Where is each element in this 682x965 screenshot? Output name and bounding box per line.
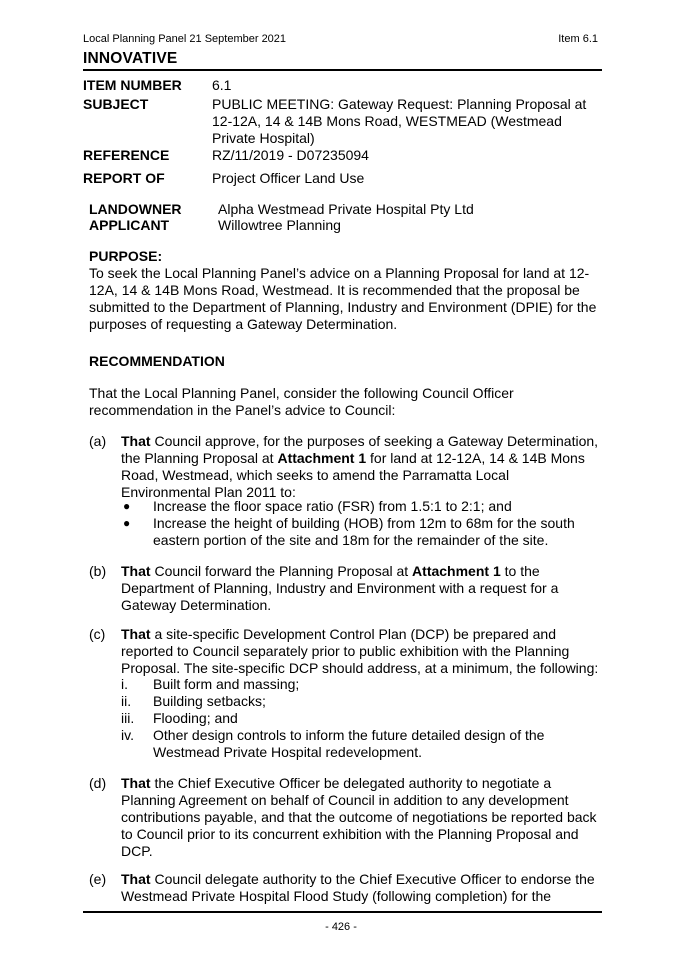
purpose-line: purposes of requesting a Gateway Determination. (89, 316, 398, 332)
roman-ii-text: Building setbacks; (153, 693, 266, 709)
item-d-line: contributions payable, and that the outcome of negotiations be reported back (121, 809, 597, 825)
item-e-line: Westmead Private Hospital Flood Study (following completion) for the (121, 888, 552, 904)
bullet-icon: ● (123, 499, 131, 513)
bullet-hob-line: Increase the height of building (HOB) from 12m to 68m for the south (153, 515, 575, 531)
item-a-line: That Council approve, for the purposes of seeking a Gateway Determination, (121, 433, 599, 449)
item-number-label: ITEM NUMBER (83, 77, 182, 93)
item-c-line: reported to Council separately prior to public exhibition with the Planning (121, 643, 570, 659)
footer-divider (83, 911, 602, 913)
item-d-line: Planning Agreement on behalf of Council in addition to any development (121, 792, 569, 808)
roman-iii-text: Flooding; and (153, 710, 238, 726)
applicant-label: APPLICANT (89, 217, 170, 233)
purpose-line: submitted to the Department of Planning, Industry and Environment (DPIE) for the (89, 299, 597, 315)
item-b-line: Department of Planning, Industry and Environment with a request for a (121, 580, 559, 596)
purpose-line: 12A, 14 & 14B Mons Road, Westmead. It is recommended that the proposal be (89, 282, 580, 298)
item-b-body (121, 563, 601, 614)
roman-ii: ii. (121, 693, 132, 709)
item-a-line: Environmental Plan 2011 to: (121, 484, 296, 500)
page-number: - 426 - (325, 921, 357, 933)
item-e-body (121, 871, 601, 905)
item-d-line: to Council prior to its concurrent exhibition with the Planning Proposal and (121, 826, 579, 842)
subject-line: PUBLIC MEETING: Gateway Request: Planning Proposal at (212, 96, 587, 112)
item-e-marker: (e) (89, 871, 107, 887)
reference-value: RZ/11/2019 - D07235094 (212, 147, 369, 163)
item-a-line: the Planning Proposal at Attachment 1 for land at 12-12A, 14 & 14B Mons (121, 450, 585, 466)
report-of-label: REPORT OF (83, 170, 165, 186)
intro-line: That the Local Planning Panel, consider the following Council Officer (89, 385, 514, 401)
item-c-marker: (c) (89, 626, 106, 642)
title-divider (83, 69, 602, 71)
reference-label: REFERENCE (83, 147, 170, 163)
roman-iii: iii. (121, 710, 135, 726)
roman-i: i. (121, 676, 128, 692)
item-d-line: DCP. (121, 843, 153, 859)
item-a-body (121, 433, 601, 501)
item-d-marker: (d) (89, 775, 107, 791)
recommendation-intro (89, 385, 514, 419)
subject-line: 12-12A, 14 & 14B Mons Road, WESTMEAD (Westmead (212, 113, 562, 129)
item-c-line: Proposal. The site-specific DCP should address, at a minimum, the following: (121, 660, 599, 676)
item-b-line: Gateway Determination. (121, 597, 272, 613)
roman-i-text: Built form and massing; (153, 676, 300, 692)
item-a-marker: (a) (89, 433, 107, 449)
purpose-line: To seek the Local Planning Panel’s advice on a Planning Proposal for land at 12- (89, 265, 590, 281)
item-c-line: That a site-specific Development Control Plan (DCP) be prepared and (121, 626, 556, 642)
roman-iv-line: Other design controls to inform the future detailed design of the (153, 727, 545, 743)
intro-line: recommendation in the Panel’s advice to Council: (89, 402, 396, 418)
bullet-hob (153, 515, 575, 549)
section-title: INNOVATIVE (83, 50, 178, 67)
applicant-value: Willowtree Planning (218, 217, 341, 233)
item-d-body (121, 775, 601, 860)
subject-value (212, 96, 586, 147)
landowner-value: Alpha Westmead Private Hospital Pty Ltd (218, 201, 474, 217)
purpose-text (89, 265, 596, 333)
bullet-icon: ● (123, 516, 131, 530)
item-number-value: 6.1 (212, 77, 232, 93)
landowner-label: LANDOWNER (89, 201, 182, 217)
roman-iv-text (153, 727, 544, 761)
item-c-body (121, 626, 601, 677)
item-d-line: That the Chief Executive Officer be delegated authority to negotiate a (121, 775, 552, 791)
bullet-fsr: Increase the floor space ratio (FSR) from 1.5:1 to 2:1; and (153, 498, 512, 514)
subject-label: SUBJECT (83, 96, 149, 112)
purpose-heading: PURPOSE: (89, 248, 163, 264)
item-a-line: Road, Westmead, which seeks to amend the Parramatta Local (121, 467, 510, 483)
running-header-left: Local Planning Panel 21 September 2021 (83, 33, 287, 45)
recommendation-heading: RECOMMENDATION (89, 353, 225, 369)
item-b-line: That Council forward the Planning Proposal at Attachment 1 to the (121, 563, 540, 579)
roman-iv: iv. (121, 727, 134, 743)
running-header-item: Item 6.1 (558, 33, 598, 45)
bullet-hob-line: eastern portion of the site and 18m for the remainder of the site. (153, 532, 549, 548)
subject-line: Private Hospital) (212, 130, 315, 146)
item-e-line: That Council delegate authority to the Chief Executive Officer to endorse the (121, 871, 595, 887)
report-of-value: Project Officer Land Use (212, 170, 365, 186)
item-b-marker: (b) (89, 563, 107, 579)
roman-iv-line: Westmead Private Hospital redevelopment. (153, 744, 422, 760)
